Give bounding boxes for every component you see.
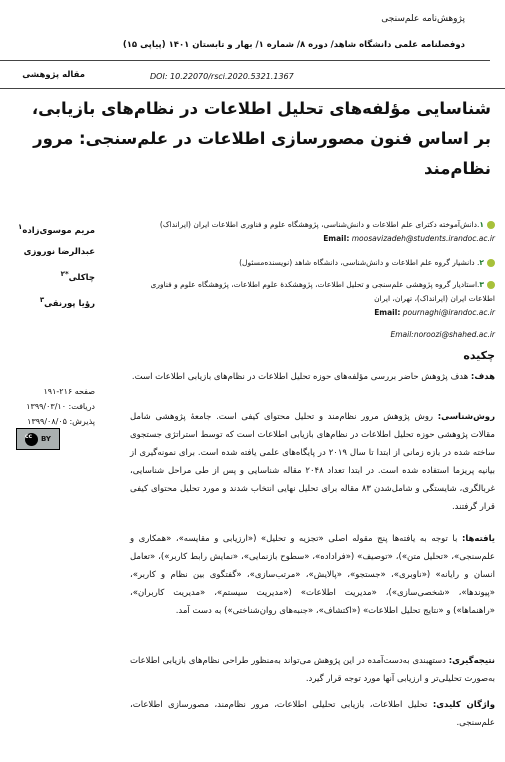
author-2: [0, 242, 95, 289]
section-label: یافته‌ها:: [461, 534, 495, 544]
affiliation-1: [125, 218, 495, 246]
by-label: BY: [40, 435, 52, 443]
corresponding-email[interactable]: [125, 330, 495, 339]
abstract-objective: [130, 368, 495, 386]
section-text: هدف پژوهش حاضر بررسی مؤلفه‌های حوزه تحلیل اطلاعات در نظام‌های بازیابی اطلاعات است.: [131, 372, 471, 382]
email-address: pournaghi@irandoc.ac.ir: [402, 308, 495, 317]
article-meta: [0, 384, 95, 429]
affiliation-text: . دانشیار گروه علم اطلاعات و دانش‌شناسی، دانشگاه شاهد (نویسنده‌مسئول): [239, 258, 480, 267]
received-date: دریافت: ۱۳۹۹/۰۳/۱۰: [26, 402, 95, 411]
section-label: واژگان کلیدی:: [432, 700, 495, 710]
affiliation-text: .استادیار گروه پژوهشی علم‌سنجی و تحلیل اطلاعات، پژوهشکدهٔ علوم اطلاعات، پژوهشگاه علوم و فناوری اطلاعات ایران (ایرانداک)، تهران، ایران: [150, 280, 495, 303]
author-marker: ۱: [18, 222, 23, 231]
affiliation-email[interactable]: [374, 308, 495, 317]
section-text: دستهبندی به‌دست‌آمده در این پژوهش می‌تواند به‌منظور طراحی نظام‌های بازیابی اطلاعات به‌صورت تحلیلی‌تر و ارزیابی آنها مورد توجه قرار گیرد.: [130, 656, 495, 684]
journal-name: پژوهش‌نامه علم‌سنجی: [381, 14, 465, 24]
section-text: روش پژوهش مرور نظام‌مند و تحلیل محتوای کیفی است. جامعهٔ پژوهشی شامل مقالات پژوهشی حوزه تحلیل اطلاعات در نظام‌های بازیابی اطلاعات است که توسط استراتژی جستجوی ساخته شده در بازه زمانی از ابتدا تا سال ۲۰۱۹ در پایگاه‌های علمی یافته شده است. برای نمونه‌گیری از بیانیه پریزما استفاده شده است. در ابتدا تعداد ۲۰۴۸ مقاله شناسایی و پس از طی مراحل شناسایی، غربالگری، شایستگی و شامل‌شدن ۸۳ مقاله برای تحلیل نهایی انتخاب شدند و مورد تحلیل محتوای کیفی قرار گرفتند.: [130, 412, 496, 512]
doi-divider: [0, 88, 505, 89]
page-range: صفحه ۲۱۶-۱۹۱: [43, 387, 95, 396]
author-3: [0, 289, 95, 315]
email-address: Email:noroozi@shahed.ac.ir: [390, 330, 495, 339]
section-label: نتیجه‌گیری:: [448, 656, 495, 666]
abstract-heading: چکیده: [463, 349, 495, 362]
section-text: با توجه به یافته‌ها پنج مقوله اصلی «تجزیه و تحلیل» («ارزیابی و مقایسه»، «همکاری و علم‌سنجی»، «تحلیل متن»)، «توصیف» («فراداده»، «سطوح بازنمایی»، «نمایش رابط کاربر»)، «تعامل انسان و رایانه» («ناوبری»، «جستجو»، «پالایش»، «مرتب‌سازی»، «گفتگوی بین نظام و کاربر»، «پیوندها»، «شخصی‌سازی»)، «مدیریت اطلاعات» («مدیریت سیستم»، «مدیریت کاربران»، «راهنماها») و «نتایج تحلیل اطلاعات» («اکتشاف»، «جنبه‌های روان‌شناختی») به دست آمد.: [130, 534, 495, 616]
author-name: رؤیا پورنقی: [44, 298, 95, 309]
affiliation-number: ۲: [479, 258, 484, 267]
abstract-findings: [130, 530, 495, 620]
doi-link[interactable]: DOI: 10.22070/rsci.2020.5321.1367: [150, 72, 294, 81]
section-label: روش‌شناسی:: [437, 412, 495, 422]
email-prefix: Email:: [374, 308, 401, 317]
affiliation-text: .دانش‌آموخته دکترای علم اطلاعات و دانش‌شناسی، پژوهشگاه علوم و فناوری اطلاعات ایران (ایرانداک): [159, 220, 480, 229]
article-title: شناسایی مؤلفه‌های تحلیل اطلاعات در نظام‌های بازیابی، بر اساس فنون مصورسازی اطلاعات در علم‌سنجی: مرور نظام‌مند: [31, 99, 491, 178]
affiliation-email[interactable]: [323, 234, 495, 243]
header-divider: [0, 60, 490, 61]
abstract-keywords: [130, 696, 495, 732]
abstract-conclusion: [130, 652, 495, 688]
author-list: [0, 216, 95, 314]
accepted-date: پذیرش: ۱۳۹۹/۰۸/۰۵: [27, 417, 95, 426]
author-marker: *۲: [60, 268, 69, 278]
author-name: مریم موسوی‌زاده: [22, 225, 95, 236]
orcid-icon[interactable]: [487, 281, 495, 289]
orcid-icon[interactable]: [487, 221, 495, 229]
email-address: moosavizadeh@students.irandoc.ac.ir: [351, 234, 495, 243]
orcid-icon[interactable]: [487, 259, 495, 267]
section-label: هدف:: [470, 372, 495, 382]
author-marker: ۳: [39, 294, 45, 304]
journal-subtitle: دوفصلنامه علمی دانشگاه شاهد/ دوره ۸/ شماره ۱/ بهار و تابستان ۱۴۰۱ (پیاپی ۱۵): [122, 40, 465, 50]
affiliation-2: [125, 256, 495, 270]
author-name: عبدالرضا نوروزی چاکلی: [23, 246, 95, 283]
article-type-label: مقاله پژوهشی: [22, 70, 85, 80]
email-prefix: Email:: [323, 234, 350, 243]
author-1: [0, 216, 95, 242]
cc-icon: cc: [25, 433, 38, 446]
affiliation-3: [125, 278, 495, 320]
affiliation-number: ۳: [479, 280, 484, 289]
section-text: تحلیل اطلاعات، بازیابی تحلیلی اطلاعات، مرور نظام‌مند، مصورسازی اطلاعات، علم‌سنجی.: [130, 700, 495, 728]
cc-by-license-badge[interactable]: [16, 428, 60, 450]
affiliation-number: ۱: [479, 220, 484, 229]
abstract-methodology: [130, 408, 495, 516]
